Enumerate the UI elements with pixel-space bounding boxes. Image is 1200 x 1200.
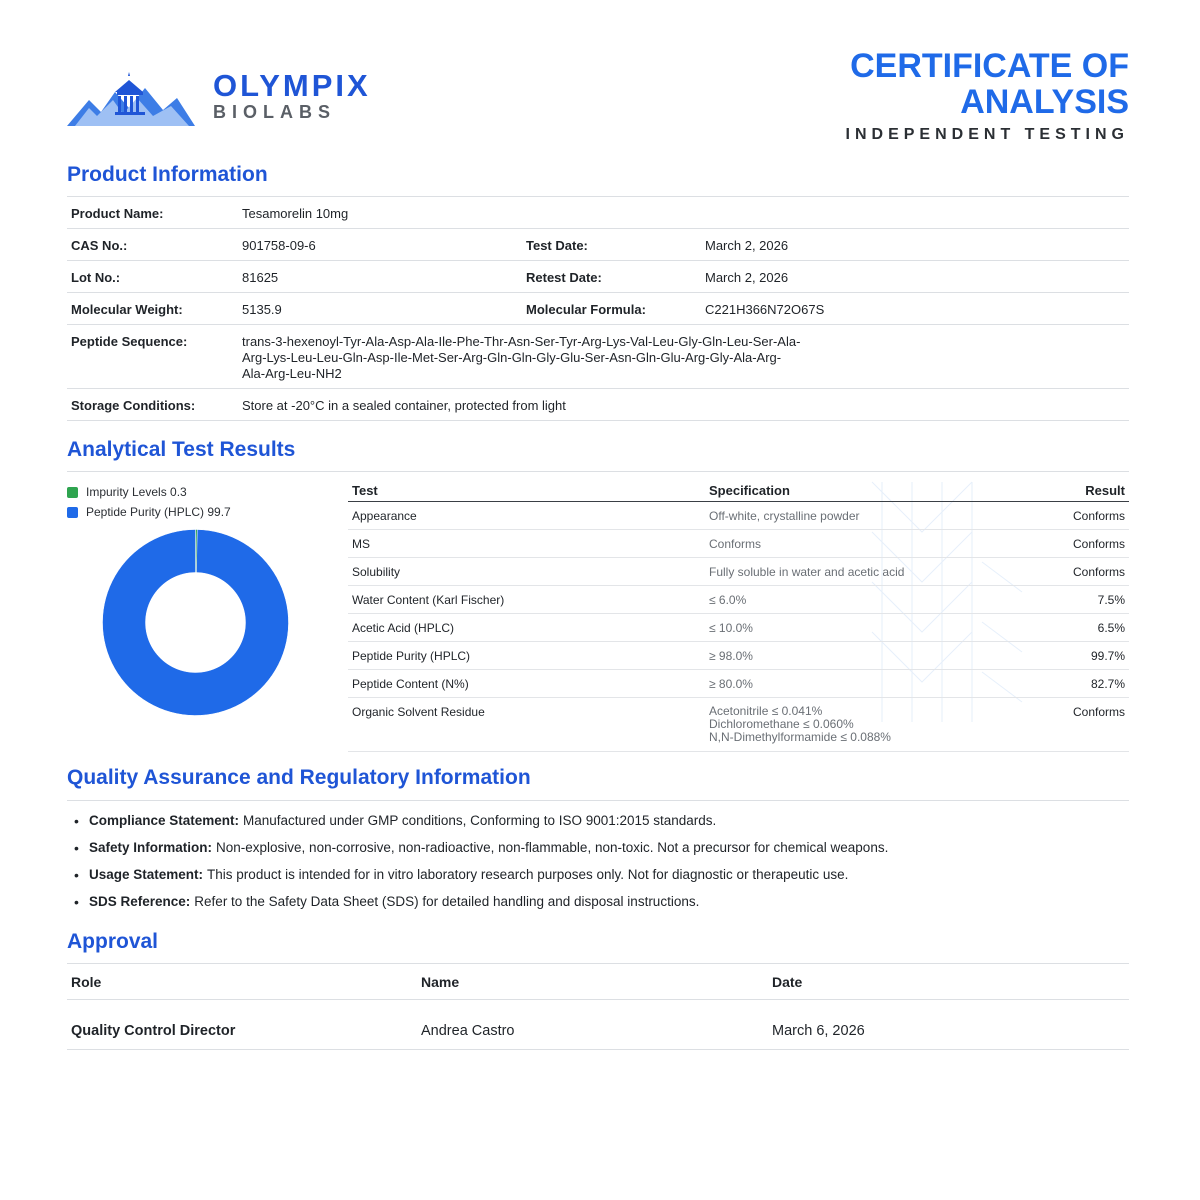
- qa-text: Manufactured under GMP conditions, Conforming to ISO 9001:2015 standards.: [243, 813, 717, 828]
- formula-label: Molecular Formula:: [526, 302, 646, 317]
- qa-list: [74, 813, 888, 921]
- spec-line: N,N-Dimethylformamide ≤ 0.088%: [709, 730, 891, 744]
- test-name: Organic Solvent Residue: [352, 705, 485, 719]
- test-result: 6.5%: [1097, 621, 1125, 635]
- chart-legend: [67, 482, 231, 522]
- test-result: Conforms: [1072, 565, 1125, 579]
- legend-swatch: [67, 487, 78, 498]
- qa-heading: Quality Assurance and Regulatory Information: [67, 766, 531, 789]
- approver-role: Quality Control Director: [71, 1023, 236, 1039]
- brand-name: OLYMPIX: [213, 68, 371, 103]
- legend-item-purity: [67, 502, 231, 522]
- col-name: Name: [421, 973, 460, 990]
- divider: [67, 800, 1129, 801]
- approver-name: Andrea Castro: [421, 1023, 515, 1039]
- mw-row: [67, 293, 1129, 325]
- test-spec: ≤ 10.0%: [709, 621, 753, 635]
- approval-date: March 6, 2026: [772, 1023, 865, 1039]
- test-result: Conforms: [1072, 537, 1125, 551]
- sequence-label: Peptide Sequence:: [71, 334, 188, 349]
- test-name: Appearance: [352, 509, 417, 523]
- lot-row: [67, 261, 1129, 293]
- document-title: CERTIFICATE OF ANALYSIS: [850, 47, 1129, 121]
- test-spec: Off-white, crystalline powder: [709, 509, 860, 523]
- donut-slice-purity: [103, 530, 289, 716]
- test-name: Acetic Acid (HPLC): [352, 621, 455, 635]
- table-row: [348, 586, 1129, 614]
- col-date: Date: [772, 973, 803, 990]
- test-name: MS: [352, 537, 370, 551]
- test-date-label: Test Date:: [526, 238, 588, 253]
- cas-row: [67, 229, 1129, 261]
- qa-text: This product is intended for in vitro laboratory research purposes only. Not for diagnostic or therapeutic use.: [207, 867, 849, 882]
- lot-value: 81625: [242, 270, 279, 285]
- sequence-value: trans-3-hexenoyl-Tyr-Ala-Asp-Ala-Ile-Phe-Thr-Asn-Ser-Tyr-Arg-Lys-Val-Leu-Gly-Gln-Leu-Ser-Ala-Arg-Lys-Leu-Leu-Gln-Asp-Ile-Met-Ser-Arg-Gln-Gln-Gly-Glu-Ser-Asn-Gln-Glu-Arg-Gly-Ala-Arg-Ala-Arg-Leu-NH2: [242, 334, 801, 381]
- table-row: [348, 642, 1129, 670]
- sequence-row: [67, 325, 1129, 389]
- test-result: Conforms: [1072, 509, 1125, 523]
- test-spec: ≥ 98.0%: [709, 649, 753, 663]
- retest-date-value: March 2, 2026: [705, 270, 789, 285]
- list-item: • SDS Reference: Refer to the Safety Data Sheet (SDS) for detailed handling and disposal instructions.: [74, 894, 888, 921]
- temple-mountain-logo-icon: [67, 70, 197, 128]
- analytical-results-table: [348, 479, 1129, 752]
- legend-swatch: [67, 507, 78, 518]
- spec-line: Acetonitrile ≤ 0.041%: [709, 704, 823, 718]
- formula-value: C221H366N72O67S: [705, 302, 825, 317]
- table-row: [348, 614, 1129, 642]
- list-item: • Usage Statement: This product is intended for in vitro laboratory research purposes only. Not for diagnostic or therapeutic use.: [74, 867, 888, 894]
- qa-label: Compliance Statement:: [89, 813, 240, 828]
- table-row: [348, 558, 1129, 586]
- purity-donut-chart: [102, 529, 289, 716]
- test-spec: ≥ 80.0%: [709, 677, 753, 691]
- test-result: 82.7%: [1090, 677, 1125, 691]
- legend-item-impurity: [67, 482, 231, 502]
- analytical-heading: Analytical Test Results: [67, 438, 296, 461]
- test-spec: [709, 705, 989, 751]
- test-name: Solubility: [352, 565, 401, 579]
- product-info-heading: Product Information: [67, 163, 268, 186]
- product-name-value: Tesamorelin 10mg: [242, 206, 349, 221]
- qa-text: Non-explosive, non-corrosive, non-radioactive, non-flammable, non-toxic. Not a precursor for chemical weapons.: [216, 840, 889, 855]
- test-result: 99.7%: [1090, 649, 1125, 663]
- spec-line: Dichloromethane ≤ 0.060%: [709, 717, 854, 731]
- mw-label: Molecular Weight:: [71, 302, 183, 317]
- mw-value: 5135.9: [242, 302, 282, 317]
- test-name: Water Content (Karl Fischer): [352, 593, 505, 607]
- list-item: • Safety Information: Non-explosive, non-corrosive, non-radioactive, non-flammable, non-toxic. Not a precursor for chemical weapons.: [74, 840, 888, 867]
- retest-date-label: Retest Date:: [526, 270, 602, 285]
- list-item: • Compliance Statement: Manufactured under GMP conditions, Conforming to ISO 9001:2015 standards.: [74, 813, 888, 840]
- cas-label: CAS No.:: [71, 238, 128, 253]
- approval-table-header: [67, 964, 1129, 1000]
- storage-label: Storage Conditions:: [71, 398, 196, 413]
- table-row: [348, 698, 1129, 752]
- test-result: 7.5%: [1097, 593, 1125, 607]
- test-name: Peptide Content (N%): [352, 677, 469, 691]
- test-name: Peptide Purity (HPLC): [352, 649, 471, 663]
- storage-row: [67, 389, 1129, 421]
- document-subtitle: INDEPENDENT TESTING: [845, 126, 1129, 143]
- col-test: Test: [352, 482, 378, 498]
- document-header: [67, 48, 1129, 148]
- test-date-value: March 2, 2026: [705, 238, 789, 253]
- product-name-row: [67, 197, 1129, 229]
- brand-subtitle: BIOLABS: [213, 102, 336, 122]
- col-result: Result: [1085, 482, 1125, 498]
- table-row: [348, 502, 1129, 530]
- qa-label: Usage Statement:: [89, 867, 204, 882]
- test-result: Conforms: [1072, 705, 1125, 719]
- col-role: Role: [71, 973, 102, 990]
- table-row: [348, 670, 1129, 698]
- col-specification: Specification: [709, 482, 790, 498]
- product-info-table: [67, 197, 1129, 421]
- test-spec: Conforms: [709, 537, 762, 551]
- test-spec: Fully soluble in water and acetic acid: [709, 565, 905, 579]
- qa-label: SDS Reference:: [89, 894, 191, 909]
- cas-value: 901758-09-6: [242, 238, 316, 253]
- product-name-label: Product Name:: [71, 206, 164, 221]
- storage-value: Store at -20°C in a sealed container, protected from light: [242, 398, 566, 413]
- test-spec: ≤ 6.0%: [709, 593, 747, 607]
- qa-text: Refer to the Safety Data Sheet (SDS) for detailed handling and disposal instructions.: [194, 894, 700, 909]
- table-row: [67, 1001, 1129, 1050]
- qa-label: Safety Information:: [89, 840, 213, 855]
- legend-label: Impurity Levels 0.3: [86, 485, 187, 499]
- lot-label: Lot No.:: [71, 270, 121, 285]
- table-row: [348, 530, 1129, 558]
- approval-heading: Approval: [67, 930, 159, 953]
- table-header: [348, 479, 1129, 502]
- legend-label: Peptide Purity (HPLC) 99.7: [86, 505, 231, 519]
